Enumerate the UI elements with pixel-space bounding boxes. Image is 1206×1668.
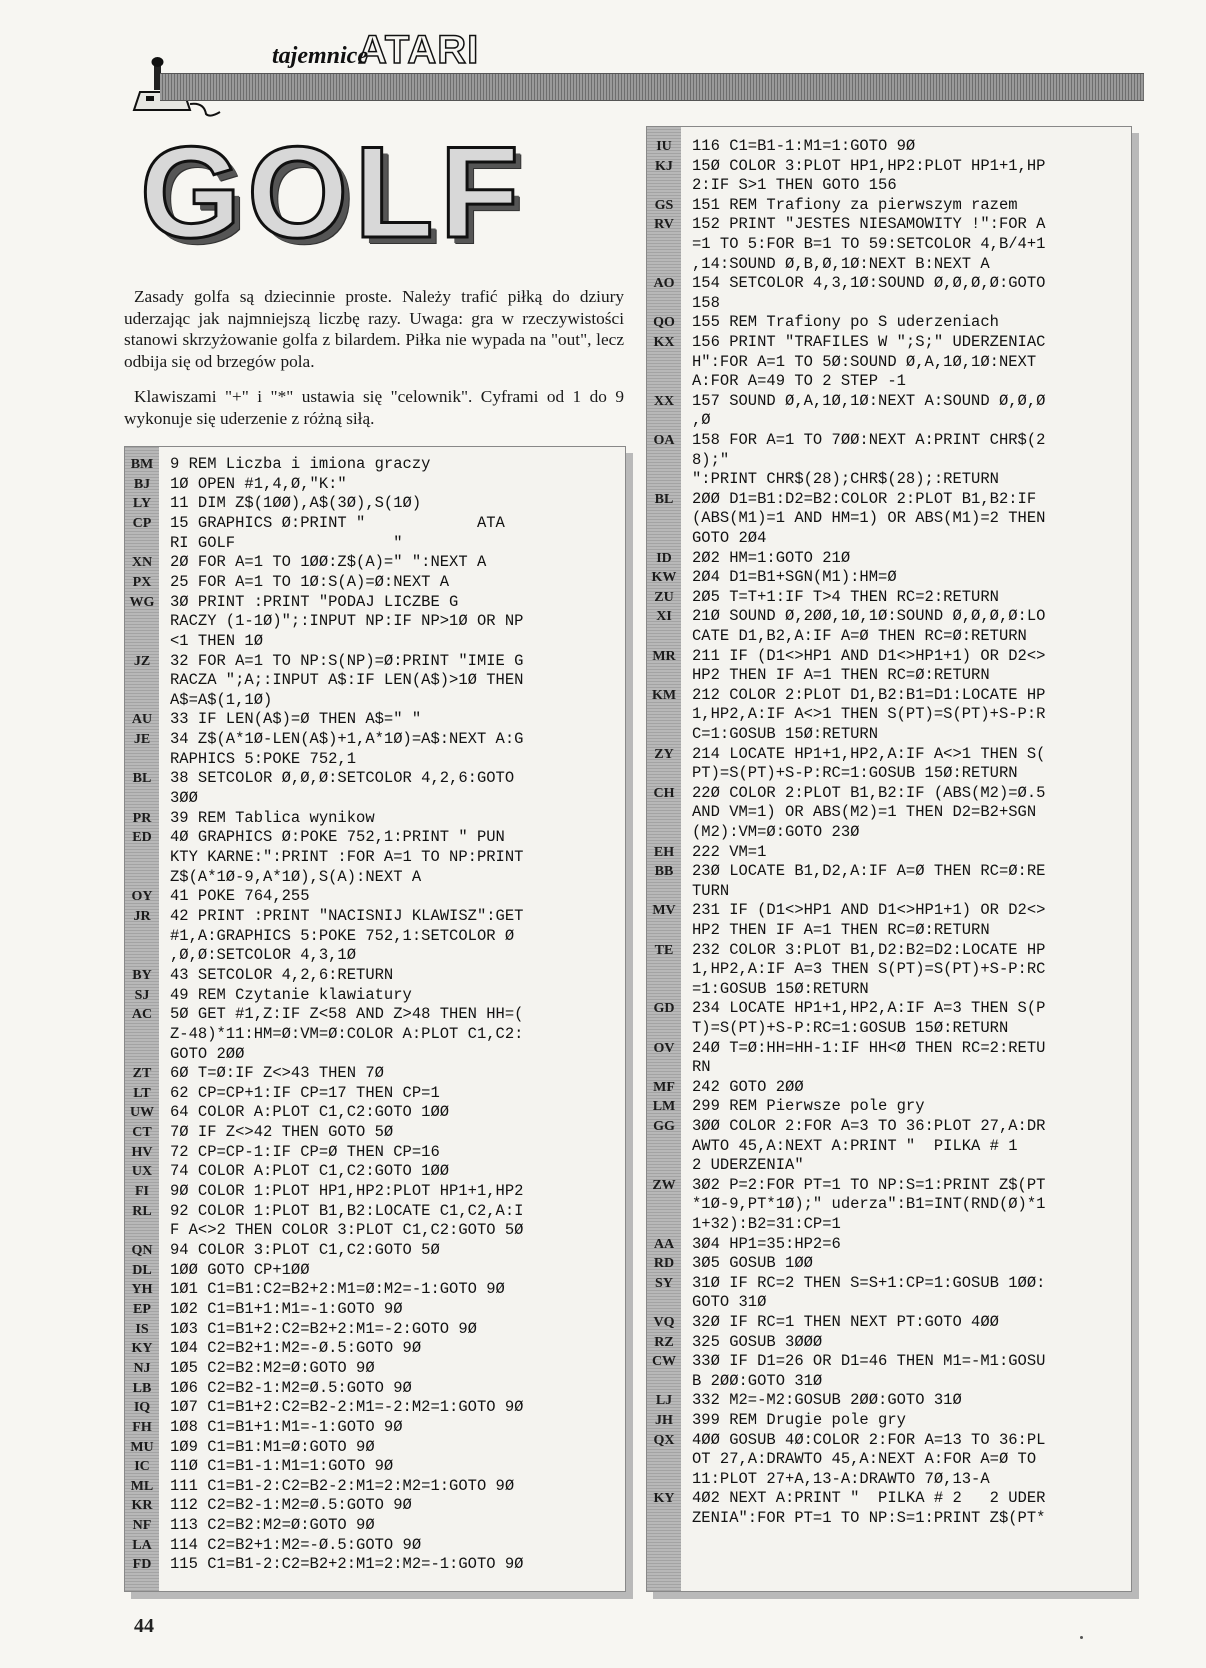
checksum-tag: LM <box>652 1099 676 1115</box>
code-text: 214 LOCATE HP1+1,HP2,A:IF A<>1 THEN S( <box>692 744 1046 763</box>
checksum-tag: LA <box>132 1537 152 1553</box>
listing-panel-left <box>124 446 626 1592</box>
code-text: 116 C1=B1-1:M1=1:GOTO 9Ø <box>692 137 916 155</box>
checksum-tag: CP <box>132 515 152 531</box>
code-text: 232 COLOR 3:PLOT B1,D2:B2=D2:LOCATE HP <box>692 940 1046 959</box>
code-text: =1 TO 5:FOR B=1 TO 59:SETCOLOR 4,B/4+1 <box>692 235 1046 253</box>
code-text: ,Ø <box>692 411 711 430</box>
code-text: 21Ø SOUND Ø,2ØØ,1Ø,1Ø:SOUND Ø,Ø,Ø,Ø:LO <box>692 607 1046 626</box>
checksum-tag: UW <box>129 1105 155 1121</box>
checksum-tag: RD <box>653 1256 675 1272</box>
code-text: 23Ø LOCATE B1,D2,A:IF A=Ø THEN RC=Ø:RE <box>692 862 1046 881</box>
code-text: 4Ø2 NEXT A:PRINT " PILKA # 2 2 UDER <box>692 1489 1046 1508</box>
checksum-tag: JZ <box>133 653 151 669</box>
header-big-word: ATARI <box>357 28 480 72</box>
code-text: AND VM=1) OR ABS(M2)=1 THEN D2=B2+SGN <box>692 803 1037 822</box>
code-text: 3ØØ <box>170 789 198 808</box>
page-number: 44 <box>134 1615 154 1637</box>
code-text: 2Ø2 HM=1:GOTO 21Ø <box>692 548 851 567</box>
code-text: GOTO 31Ø <box>692 1293 767 1312</box>
article-title: GOLF <box>140 119 526 265</box>
code-text: 2Ø5 T=T+1:IF T>4 THEN RC=2:RETURN <box>692 587 999 606</box>
code-text: 399 REM Drugie pole gry <box>692 1411 906 1429</box>
checksum-tag: KY <box>131 1341 153 1357</box>
checksum-tag: NF <box>132 1518 152 1534</box>
code-text: *1Ø-9,PT*1Ø);" uderza":B1=INT(RND(Ø)*1 <box>692 1195 1046 1214</box>
checksum-tag: LT <box>133 1085 151 1101</box>
code-text: 332 M2=-M2:GOSUB 2ØØ:GOTO 31Ø <box>692 1391 962 1410</box>
code-text: 6Ø T=Ø:IF Z<>43 THEN 7Ø <box>170 1064 384 1083</box>
code-text: 15Ø COLOR 3:PLOT HP1,HP2:PLOT HP1+1,HP <box>692 156 1046 175</box>
code-text: 92 COLOR 1:PLOT B1,B2:LOCATE C1,C2,A:I <box>170 1201 524 1220</box>
code-text: 1Ø4 C2=B2+1:M2=-Ø.5:GOTO 9Ø <box>170 1339 422 1358</box>
checksum-tag: AA <box>653 1236 675 1252</box>
checksum-tag: XN <box>131 555 153 571</box>
code-text: 38 SETCOLOR Ø,Ø,Ø:SETCOLOR 4,2,6:GOTO <box>170 769 515 788</box>
code-text: 157 SOUND Ø,A,1Ø,1Ø:NEXT A:SOUND Ø,Ø,Ø <box>692 391 1046 410</box>
checksum-tag: BJ <box>133 476 151 492</box>
checksum-tag: OA <box>653 433 675 448</box>
checksum-tag: MR <box>652 648 676 664</box>
code-text: 1+32):B2=31:CP=1 <box>692 1215 841 1233</box>
checksum-tag: QX <box>653 1432 675 1448</box>
code-text: 22Ø COLOR 2:PLOT B1,B2:IF (ABS(M2)=Ø.5 <box>692 783 1046 802</box>
code-text: Z-48)*11:HM=Ø:VM=Ø:COLOR A:PLOT C1,C2: <box>170 1024 524 1043</box>
code-text: 212 COLOR 2:PLOT D1,B2:B1=D1:LOCATE HP <box>692 685 1046 704</box>
code-text: OT 27,A:DRAWTO 45,A:NEXT A:FOR A=Ø TO <box>692 1450 1037 1469</box>
code-text: 1Ø2 C1=B1+1:M1=-1:GOTO 9Ø <box>170 1299 403 1318</box>
checksum-tag: SY <box>655 1275 673 1291</box>
code-text: 154 SETCOLOR 4,3,1Ø:SOUND Ø,Ø,Ø,Ø:GOTO <box>692 274 1046 293</box>
checksum-tag: FH <box>132 1419 152 1435</box>
code-text: 3Ø2 P=2:FOR PT=1 TO NP:S=1:PRINT Z$(PT <box>692 1175 1046 1194</box>
code-text: RAPHICS 5:POKE 752,1 <box>170 749 357 768</box>
print-speck <box>1080 1636 1083 1639</box>
checksum-tag: GG <box>653 1119 675 1134</box>
code-text: F A<>2 THEN COLOR 3:PLOT C1,C2:GOTO 5Ø <box>170 1221 524 1240</box>
checksum-tag: FD <box>132 1557 152 1573</box>
code-text: 112 C2=B2-1:M2=Ø.5:GOTO 9Ø <box>170 1496 412 1515</box>
checksum-tag: GS <box>654 197 674 213</box>
checksum-tag: BM <box>130 457 154 472</box>
checksum-tag: FI <box>135 1184 149 1200</box>
checksum-tag: RL <box>132 1203 152 1219</box>
code-text: 3Ø4 HP1=35:HP2=6 <box>692 1234 841 1253</box>
checksum-tag: ML <box>130 1478 154 1494</box>
code-text: 42 PRINT :PRINT "NACISNIJ KLAWISZ":GET <box>170 906 524 925</box>
code-text: 31Ø IF RC=2 THEN S=S+1:CP=1:GOSUB 1ØØ: <box>692 1273 1046 1292</box>
checksum-tag: CW <box>651 1354 677 1370</box>
checksum-tag: ZT <box>132 1066 152 1082</box>
code-text: 24Ø T=Ø:HH=HH-1:IF HH<Ø THEN RC=2:RETU <box>692 1038 1046 1057</box>
checksum-tag: IC <box>134 1459 150 1475</box>
checksum-tag: PR <box>132 810 152 826</box>
checksum-tag: JR <box>133 908 151 924</box>
header-small-word: tajemnice <box>272 43 368 69</box>
checksum-tag: IU <box>656 139 672 154</box>
code-text: 325 GOSUB 3ØØØ <box>692 1332 823 1351</box>
code-text: AWTO 45,A:NEXT A:PRINT " PILKA # 1 <box>692 1136 1018 1155</box>
code-text: 74 COLOR A:PLOT C1,C2:GOTO 1ØØ <box>170 1162 450 1181</box>
code-text: 158 FOR A=1 TO 7ØØ:NEXT A:PRINT CHR$(2 <box>692 431 1046 449</box>
code-text: 3ØØ COLOR 2:FOR A=3 TO 36:PLOT 27,A:DR <box>692 1117 1046 1135</box>
checksum-tag: ED <box>132 830 152 846</box>
code-text: T)=S(PT)+S-P:RC=1:GOSUB 15Ø:RETURN <box>692 1019 1009 1037</box>
code-text: PT)=S(PT)+S-P:RC=1:GOSUB 15Ø:RETURN <box>692 764 1018 783</box>
checksum-tag: QO <box>653 315 675 331</box>
code-text: 15 GRAPHICS Ø:PRINT " ATA <box>170 513 505 532</box>
checksum-tag: HV <box>131 1144 153 1160</box>
checksum-tag: BL <box>654 491 674 507</box>
code-text: H":FOR A=1 TO 5Ø:SOUND Ø,A,1Ø,1Ø:NEXT <box>692 352 1037 371</box>
checksum-tag: KX <box>653 335 675 350</box>
code-text: 242 GOTO 2ØØ <box>692 1077 804 1096</box>
checksum-tag: OV <box>653 1040 675 1056</box>
code-text: 11:PLOT 27+A,13-A:DRAWTO 7Ø,13-A <box>692 1469 990 1488</box>
code-text: 1,HP2,A:IF A=3 THEN S(PT)=S(PT)+S-P:RC <box>692 960 1046 979</box>
checksum-tag: XX <box>653 393 675 409</box>
code-text: 211 IF (D1<>HP1 AND D1<>HP1+1) OR D2<> <box>692 646 1046 665</box>
checksum-tag: UX <box>131 1164 153 1180</box>
checksum-tag: CH <box>653 785 675 801</box>
checksum-tag: GD <box>653 1001 675 1017</box>
code-text: 64 COLOR A:PLOT C1,C2:GOTO 1ØØ <box>170 1103 450 1122</box>
checksum-tag: AU <box>131 712 153 728</box>
checksum-tag: IQ <box>133 1400 151 1416</box>
code-text: 5Ø GET #1,Z:IF Z<58 AND Z>48 THEN HH=( <box>170 1005 524 1024</box>
code-text: 299 REM Pierwsze pole gry <box>692 1097 925 1116</box>
code-text: 2ØØ D1=B1:D2=B2:COLOR 2:PLOT B1,B2:IF <box>692 489 1037 508</box>
code-text: 4ØØ GOSUB 4Ø:COLOR 2:FOR A=13 TO 36:PL <box>692 1430 1046 1449</box>
code-text: B 2ØØ:GOTO 31Ø <box>692 1371 823 1390</box>
code-text: 25 FOR A=1 TO 1Ø:S(A)=Ø:NEXT A <box>170 572 450 591</box>
code-text: 1Ø OPEN #1,4,Ø,"K:" <box>170 474 347 493</box>
checksum-tag: SJ <box>134 987 150 1003</box>
code-text: 34 Z$(A*1Ø-LEN(A$)+1,A*1Ø)=A$:NEXT A:G <box>170 730 524 749</box>
intro-paragraph: Zasady golfa są dziecinnie proste. Należy trafić piłką do dziury uderzając jak najmniejszą liczbę razy. Uwaga: gra w rzeczywistości stanowi skrzyżowanie golfa z bilardem. Piłka nie wypada na "out", lecz odbija się od brzegów pola. <box>124 287 624 371</box>
code-text: TURN <box>692 881 730 900</box>
code-text: 1Ø7 C1=B1+2:C2=B2-2:M1=-2:M2=1:GOTO 9Ø <box>170 1398 524 1417</box>
checksum-tag: JH <box>655 1413 673 1428</box>
code-text: 114 C2=B2+1:M2=-Ø.5:GOTO 9Ø <box>170 1535 422 1554</box>
code-text: <1 THEN 1Ø <box>170 631 264 650</box>
checksum-tag: ZY <box>654 746 674 762</box>
checksum-tag: AO <box>653 276 675 292</box>
code-text: 1Ø9 C1=B1:M1=Ø:GOTO 9Ø <box>170 1437 375 1456</box>
code-text: 3Ø5 GOSUB 1ØØ <box>692 1254 813 1273</box>
code-text: KTY KARNE:":PRINT :FOR A=1 TO NP:PRINT <box>170 848 524 866</box>
checksum-tag: KM <box>651 687 677 703</box>
code-text: 152 PRINT "JESTES NIESAMOWITY !":FOR A <box>692 215 1046 234</box>
checksum-tag: DL <box>132 1262 152 1278</box>
checksum-tag: JE <box>133 732 151 748</box>
code-text: 1Ø5 C2=B2:M2=Ø:GOTO 9Ø <box>170 1358 375 1377</box>
checksum-tag: BY <box>132 967 152 983</box>
code-text: 111 C1=B1-2:C2=B2-2:M1=2:M2=1:GOTO 9Ø <box>170 1476 515 1495</box>
intro-text <box>124 286 624 443</box>
checksum-tag: EP <box>133 1301 151 1317</box>
code-text: 32Ø IF RC=1 THEN NEXT PT:GOTO 4ØØ <box>692 1313 999 1331</box>
code-text: 115 C1=B1-2:C2=B2+2:M1=2:M2=-1:GOTO 9Ø <box>170 1555 524 1574</box>
code-text: 43 SETCOLOR 4,2,6:RETURN <box>170 965 394 984</box>
code-text: RACZY (1-1Ø)";:INPUT NP:IF NP>1Ø OR NP <box>170 612 524 631</box>
code-text: 1ØØ GOTO CP+1ØØ <box>170 1260 310 1279</box>
checksum-tag: ID <box>656 550 672 566</box>
checksum-tag: VQ <box>653 1315 675 1330</box>
checksum-tag: MV <box>652 903 676 919</box>
checksum-tag: ZW <box>652 1177 676 1193</box>
checksum-tag: KY <box>653 1491 675 1507</box>
code-text: GOTO 2Ø4 <box>692 529 767 547</box>
code-text: 62 CP=CP+1:IF CP=17 THEN CP=1 <box>170 1083 440 1102</box>
code-text: ,Ø,Ø:SETCOLOR 4,3,1Ø <box>170 946 357 965</box>
checksum-tag: MU <box>130 1439 154 1455</box>
code-text: (ABS(M1)=1 AND HM=1) OR ABS(M1)=2 THEN <box>692 509 1046 528</box>
code-text: 9 REM Liczba i imiona graczy <box>170 455 431 473</box>
code-text: 72 CP=CP-1:IF CP=Ø THEN CP=16 <box>170 1142 440 1161</box>
code-text: C=1:GOSUB 15Ø:RETURN <box>692 725 879 743</box>
code-text: ":PRINT CHR$(28);CHR$(28);:RETURN <box>692 470 999 489</box>
checksum-tag: XI <box>656 609 672 625</box>
code-text: 234 LOCATE HP1+1,HP2,A:IF A=3 THEN S(P <box>692 999 1046 1018</box>
code-text: 33Ø IF D1=26 OR D1=46 THEN M1=-M1:GOSU <box>692 1352 1046 1371</box>
checksum-tag: BB <box>654 864 674 880</box>
checksum-tag: ZU <box>654 589 674 605</box>
code-text: #1,A:GRAPHICS 5:POKE 752,1:SETCOLOR Ø <box>170 926 515 945</box>
code-text: ,14:SOUND Ø,B,Ø,1Ø:NEXT B:NEXT A <box>692 254 990 273</box>
code-text: 8);" <box>692 450 730 469</box>
code-text: 1,HP2,A:IF A<>1 THEN S(PT)=S(PT)+S-P:R <box>692 705 1046 724</box>
listing-panel-right <box>646 126 1132 1592</box>
code-text: 41 POKE 764,255 <box>170 887 310 906</box>
checksum-tag: WG <box>129 594 155 610</box>
code-text: 231 IF (D1<>HP1 AND D1<>HP1+1) OR D2<> <box>692 901 1046 920</box>
magazine-header <box>272 26 479 70</box>
checksum-tag: TE <box>654 942 674 958</box>
checksum-tag: MF <box>653 1079 675 1095</box>
checksum-tag: LY <box>132 496 152 512</box>
code-text: GOTO 2ØØ <box>170 1044 245 1063</box>
code-text: 11Ø C1=B1-1:M1=1:GOTO 9Ø <box>170 1457 394 1476</box>
code-text: 4Ø GRAPHICS Ø:POKE 752,1:PRINT " PUN <box>170 828 505 847</box>
checksum-tag: RZ <box>654 1334 674 1350</box>
code-text: 32 FOR A=1 TO NP:S(NP)=Ø:PRINT "IMIE G <box>170 651 524 670</box>
intro-paragraph: Klawiszami "+" i "*" ustawia się "celownik". Cyframi od 1 do 9 wykonuje się uderzenie z różną siłą. <box>124 387 624 428</box>
code-text: HP2 THEN IF A=1 THEN RC=Ø:RETURN <box>692 921 990 939</box>
code-text: 94 COLOR 3:PLOT C1,C2:GOTO 5Ø <box>170 1241 440 1259</box>
code-text: 1Ø1 C1=B1:C2=B2+2:M1=Ø:M2=-1:GOTO 9Ø <box>170 1280 505 1299</box>
code-text: 2Ø4 D1=B1+SGN(M1):HM=Ø <box>692 568 897 587</box>
checksum-tag: PX <box>132 574 152 590</box>
code-text: =1:GOSUB 15Ø:RETURN <box>692 979 869 998</box>
checksum-tag: LJ <box>655 1393 673 1409</box>
code-text: HP2 THEN IF A=1 THEN RC=Ø:RETURN <box>692 666 990 685</box>
checksum-tag: YH <box>131 1282 153 1298</box>
checksum-tag: OY <box>131 889 153 905</box>
checksum-tag: CT <box>132 1125 152 1141</box>
code-text: RACZA ";A;:INPUT A$:IF LEN(A$)>1Ø THEN <box>170 671 524 690</box>
checksum-tag: IS <box>135 1321 149 1337</box>
code-text: 49 REM Czytanie klawiatury <box>170 985 412 1004</box>
code-text: Z$(A*1Ø-9,A*1Ø),S(A):NEXT A <box>170 867 422 886</box>
checksum-tag: LB <box>132 1380 152 1396</box>
code-text: 2:IF S>1 THEN GOTO 156 <box>692 176 897 195</box>
code-text: RI GOLF " <box>170 533 403 552</box>
checksum-tag: KW <box>651 570 677 586</box>
code-text: (M2):VM=Ø:GOTO 23Ø <box>692 823 860 841</box>
code-text: RN <box>692 1058 711 1077</box>
code-text: 3Ø PRINT :PRINT "PODAJ LICZBE G <box>170 592 459 611</box>
code-text: 9Ø COLOR 1:PLOT HP1,HP2:PLOT HP1+1,HP2 <box>170 1182 524 1201</box>
code-text: 11 DIM Z$(1ØØ),A$(3Ø),S(1Ø) <box>170 494 422 513</box>
code-text: 1Ø8 C1=B1+1:M1=-1:GOTO 9Ø <box>170 1417 403 1436</box>
code-text: 113 C2=B2:M2=Ø:GOTO 9Ø <box>170 1516 375 1535</box>
checksum-tag: EH <box>653 844 675 860</box>
code-text: 1Ø6 C2=B2-1:M2=Ø.5:GOTO 9Ø <box>170 1378 412 1397</box>
header-bar <box>160 73 1144 101</box>
code-text: 33 IF LEN(A$)=Ø THEN A$=" " <box>170 710 422 729</box>
checksum-tag: KR <box>131 1498 153 1514</box>
checksum-tag: RV <box>654 217 674 233</box>
code-text: 39 REM Tablica wynikow <box>170 808 375 827</box>
code-text: 155 REM Trafiony po S uderzeniach <box>692 313 999 332</box>
checksum-tag: AC <box>131 1007 153 1023</box>
code-text: 151 REM Trafiony za pierwszym razem <box>692 195 1018 214</box>
code-text: 2Ø FOR A=1 TO 1ØØ:Z$(A)=" ":NEXT A <box>170 553 487 572</box>
code-text: 158 <box>692 293 720 312</box>
code-text: CATE D1,B2,A:IF A=Ø THEN RC=Ø:RETURN <box>692 627 1027 645</box>
code-text: A:FOR A=49 TO 2 STEP -1 <box>692 372 906 391</box>
code-text: 7Ø IF Z<>42 THEN GOTO 5Ø <box>170 1123 394 1142</box>
checksum-tag: QN <box>131 1243 153 1258</box>
checksum-tag: NJ <box>133 1360 151 1376</box>
code-text: A$=A$(1,1Ø) <box>170 690 273 709</box>
checksum-tag: BL <box>132 771 152 787</box>
code-text: 156 PRINT "TRAFILES W ";S;" UDERZENIAC <box>692 333 1046 351</box>
code-text: ZENIA":FOR PT=1 TO NP:S=1:PRINT Z$(PT* <box>692 1509 1046 1527</box>
code-text: 1Ø3 C1=B1+2:C2=B2+2:M1=-2:GOTO 9Ø <box>170 1319 477 1338</box>
code-text: 2 UDERZENIA" <box>692 1156 804 1175</box>
checksum-tag: KJ <box>655 158 673 174</box>
code-text: 222 VM=1 <box>692 842 767 861</box>
